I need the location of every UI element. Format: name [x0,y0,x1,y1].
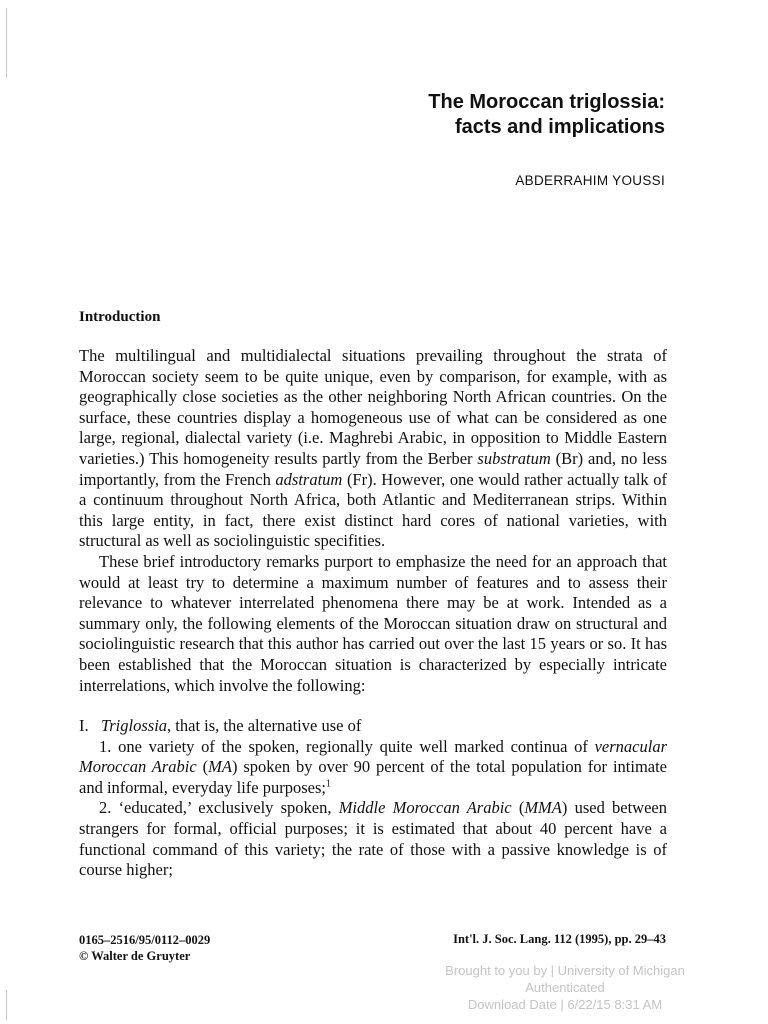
list-item-1 [79,737,667,799]
term-adstratum: adstratum [275,469,343,489]
term-middle-moroccan-arabic: Middle Moroccan Arabic [338,798,512,818]
page-edge-line [6,8,7,78]
term-vernacular-moroccan-arabic: vernacular Moroccan Arabic [79,736,667,777]
watermark-line-3: Download Date | 6/22/15 8:31 AM [467,997,663,1012]
title-line-2: facts and implications [454,116,665,138]
term-substratum: substratum [477,448,551,468]
list-heading-rest: , that is, the alternative use of [167,716,362,736]
list-item-2-text-b: ( [511,798,525,818]
watermark-line-1: Brought to you by | University of Michigan [445,963,685,978]
article-title [428,90,665,140]
list-numeral: I. [79,716,89,736]
abbr-mma: MMA [524,798,562,818]
list-item-1-text-a: 1. one variety of the spoken, regionally quite well marked continua of [99,736,595,756]
title-line-1: The Moroccan triglossia: [428,91,665,113]
list-item-2 [79,798,667,880]
footnote-marker[interactable]: 1 [325,778,331,790]
author-name: ABDERRAHIM YOUSSI [515,173,665,188]
article-body [79,346,667,881]
paragraph-1-text-a: The multilingual and multidialectal situations prevailing throughout the strata of Moroccan society seem to be quite unique, even by comparison, for example, with as geographically close societies as the other neighboring North African countries. On the surface, these countries display a homogeneous use of what can be considered as one large, regional, dialectal variety (i.e. Maghrebi Arabic, in opposition to Middle Eastern varieties.) This homogeneity results partly from the Berber [79,346,667,468]
abbr-ma: MA [208,757,232,777]
list-item-2-text-c: ) used between strangers for formal, official purposes; it is estimated that about 40 percent have a functional command of this variety; the rate of those with a passive knowledge is of course higher; [79,798,667,880]
section-heading: Introduction [79,309,161,325]
paragraph-1 [79,346,667,552]
publisher-copyright: © Walter de Gruyter [79,949,191,963]
paragraph-1-text-c: (Fr). However, one would rather actually talk of a continuum throughout North Africa, both Atlantic and Mediterranean strips. Within this large entity, in fact, there exist distinct hard cores of national varieties, with structural as well as sociolinguistic specifities. [79,469,667,551]
paragraph-2: These brief introductory remarks purport to emphasize the need for an approach that would at least try to determine a maximum number of features and to assess their relevance to whatever interrelated phenomena there may be at work. Intended as a summary only, the following elements of the Moroccan situation draw on structural and sociolinguistic research that this author has carried out over the last 15 years or so. It has been established that the Moroccan situation is characterized by especially intricate interrelations, which involve the following: [79,551,667,695]
journal-citation: Int'l. J. Soc. Lang. 112 (1995), pp. 29–43 [453,932,666,946]
list-item-1-text-b: ( [196,757,209,777]
paragraph-gap [79,696,667,716]
term-triglossia: Triglossia [101,716,168,736]
watermark-line-2: Authenticated [525,980,605,995]
list-item-2-text-a: 2. ‘educated,’ exclusively spoken, [99,798,339,818]
access-watermark [400,962,730,1013]
issn-code: 0165–2516/95/0112–0029 [79,933,211,947]
list-item-1-text-c: ) spoken by over 90 percent of the total population for intimate and informal, everyday life purposes; [79,757,668,797]
paragraph-1-text-b: (Br) and, no less importantly, from the French [79,448,667,489]
list-heading [79,716,667,737]
page-edge-line-bottom [6,990,7,1020]
footer-left [79,932,210,964]
